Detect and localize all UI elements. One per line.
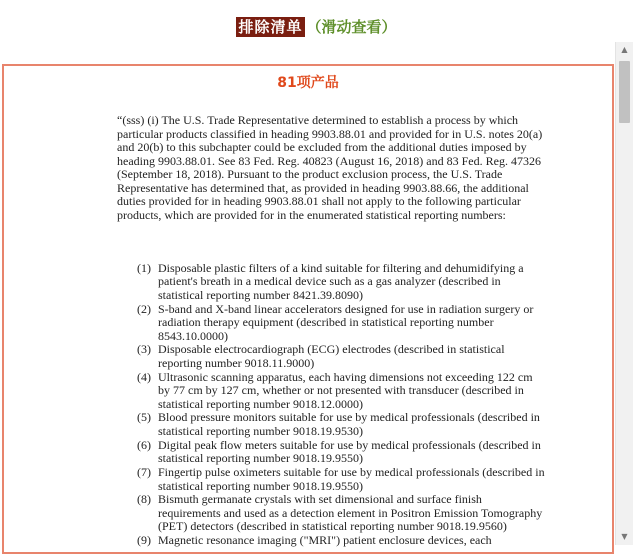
scrollbar-thumb[interactable] xyxy=(619,61,630,123)
list-item xyxy=(137,343,547,370)
item-number: (9) xyxy=(137,533,151,548)
exclusion-list-title: 排除清单 xyxy=(238,18,303,36)
document-frame[interactable] xyxy=(2,64,614,554)
list-item xyxy=(137,411,547,438)
scroll-down-arrow-icon[interactable]: ▼ xyxy=(621,532,628,541)
item-text: Fingertip pulse oximeters suitable for use by medical professionals (described in statistical reporting number 9018.19.9550) xyxy=(158,465,545,493)
page-header xyxy=(0,14,633,40)
item-text: Disposable plastic filters of a kind suitable for filtering and dehumidifying a patient's breath in a medical device such as a gas analyzer (described in statistical reporting number 8421.39.8090) xyxy=(158,261,524,302)
list-item xyxy=(137,303,547,343)
scroll-hint: （滑动查看） xyxy=(306,18,397,36)
intro-paragraph: “(sss) (i) The U.S. Trade Representative determined to establish a process by which particular products classified in heading 9903.88.01 and provided for in U.S. notes 20(a) and 20(b) to this subchapter could be excluded from the additional duties imposed by heading 9903.88.01. See 83 Fed. Reg. 40823 (August 16, 2018) and 83 Fed. Reg. 47326 (September 18, 2018). Pursuant to the product exclusion process, the U.S. Trade Representative has determined that, as provided in heading 9903.88.66, the additional duties provided for in heading 9903.88.01 shall not apply to the following particular products, which are provided for in the enumerated statistical reporting numbers: xyxy=(117,113,543,222)
item-number: (1) xyxy=(137,261,151,275)
item-text: Ultrasonic scanning apparatus, each having dimensions not exceeding 122 cm by 77 cm by 127 cm, whether or not presented with transducer (described in statistical reporting number 9018.12.0000) xyxy=(158,369,533,411)
list-item xyxy=(137,493,547,533)
list-item xyxy=(137,534,547,547)
item-text: Bismuth germanate crystals with set dimensional and surface finish requirements and used as a detection element in Positron Emission Tomography (PET) detectors (described in statistical reporting number 9018.19.9560) xyxy=(158,492,543,534)
item-text: Magnetic resonance imaging ("MRI") patient enclosure devices, each xyxy=(158,533,492,548)
item-number: (8) xyxy=(137,492,151,507)
vertical-scrollbar[interactable] xyxy=(615,42,633,545)
product-count-title: 81项产品 xyxy=(277,75,339,91)
scroll-up-arrow-icon[interactable]: ▲ xyxy=(621,45,628,54)
item-number: (3) xyxy=(137,342,151,357)
item-number: (7) xyxy=(137,465,151,480)
product-list xyxy=(137,262,547,548)
item-text: Blood pressure monitors suitable for use by medical professionals (described in statistical reporting number 9018.19.9530) xyxy=(158,410,540,438)
list-item xyxy=(137,262,547,302)
item-number: (5) xyxy=(137,410,151,425)
item-number: (6) xyxy=(137,437,151,452)
item-text: Disposable electrocardiograph (ECG) electrodes (described in statistical reporting number 9018.11.9000) xyxy=(158,342,505,370)
list-item xyxy=(137,439,547,466)
list-item xyxy=(137,371,547,411)
item-text: Digital peak flow meters suitable for use by medical professionals (described in statistical reporting number 9018.19.9550) xyxy=(158,437,541,466)
list-item xyxy=(137,466,547,493)
item-number: (2) xyxy=(137,301,151,316)
item-number: (4) xyxy=(137,369,151,384)
item-text: S-band and X-band linear accelerators designed for use in radiation surgery or radiation therapy equipment (described in statistical reporting number 8543.10.0000) xyxy=(158,301,534,343)
